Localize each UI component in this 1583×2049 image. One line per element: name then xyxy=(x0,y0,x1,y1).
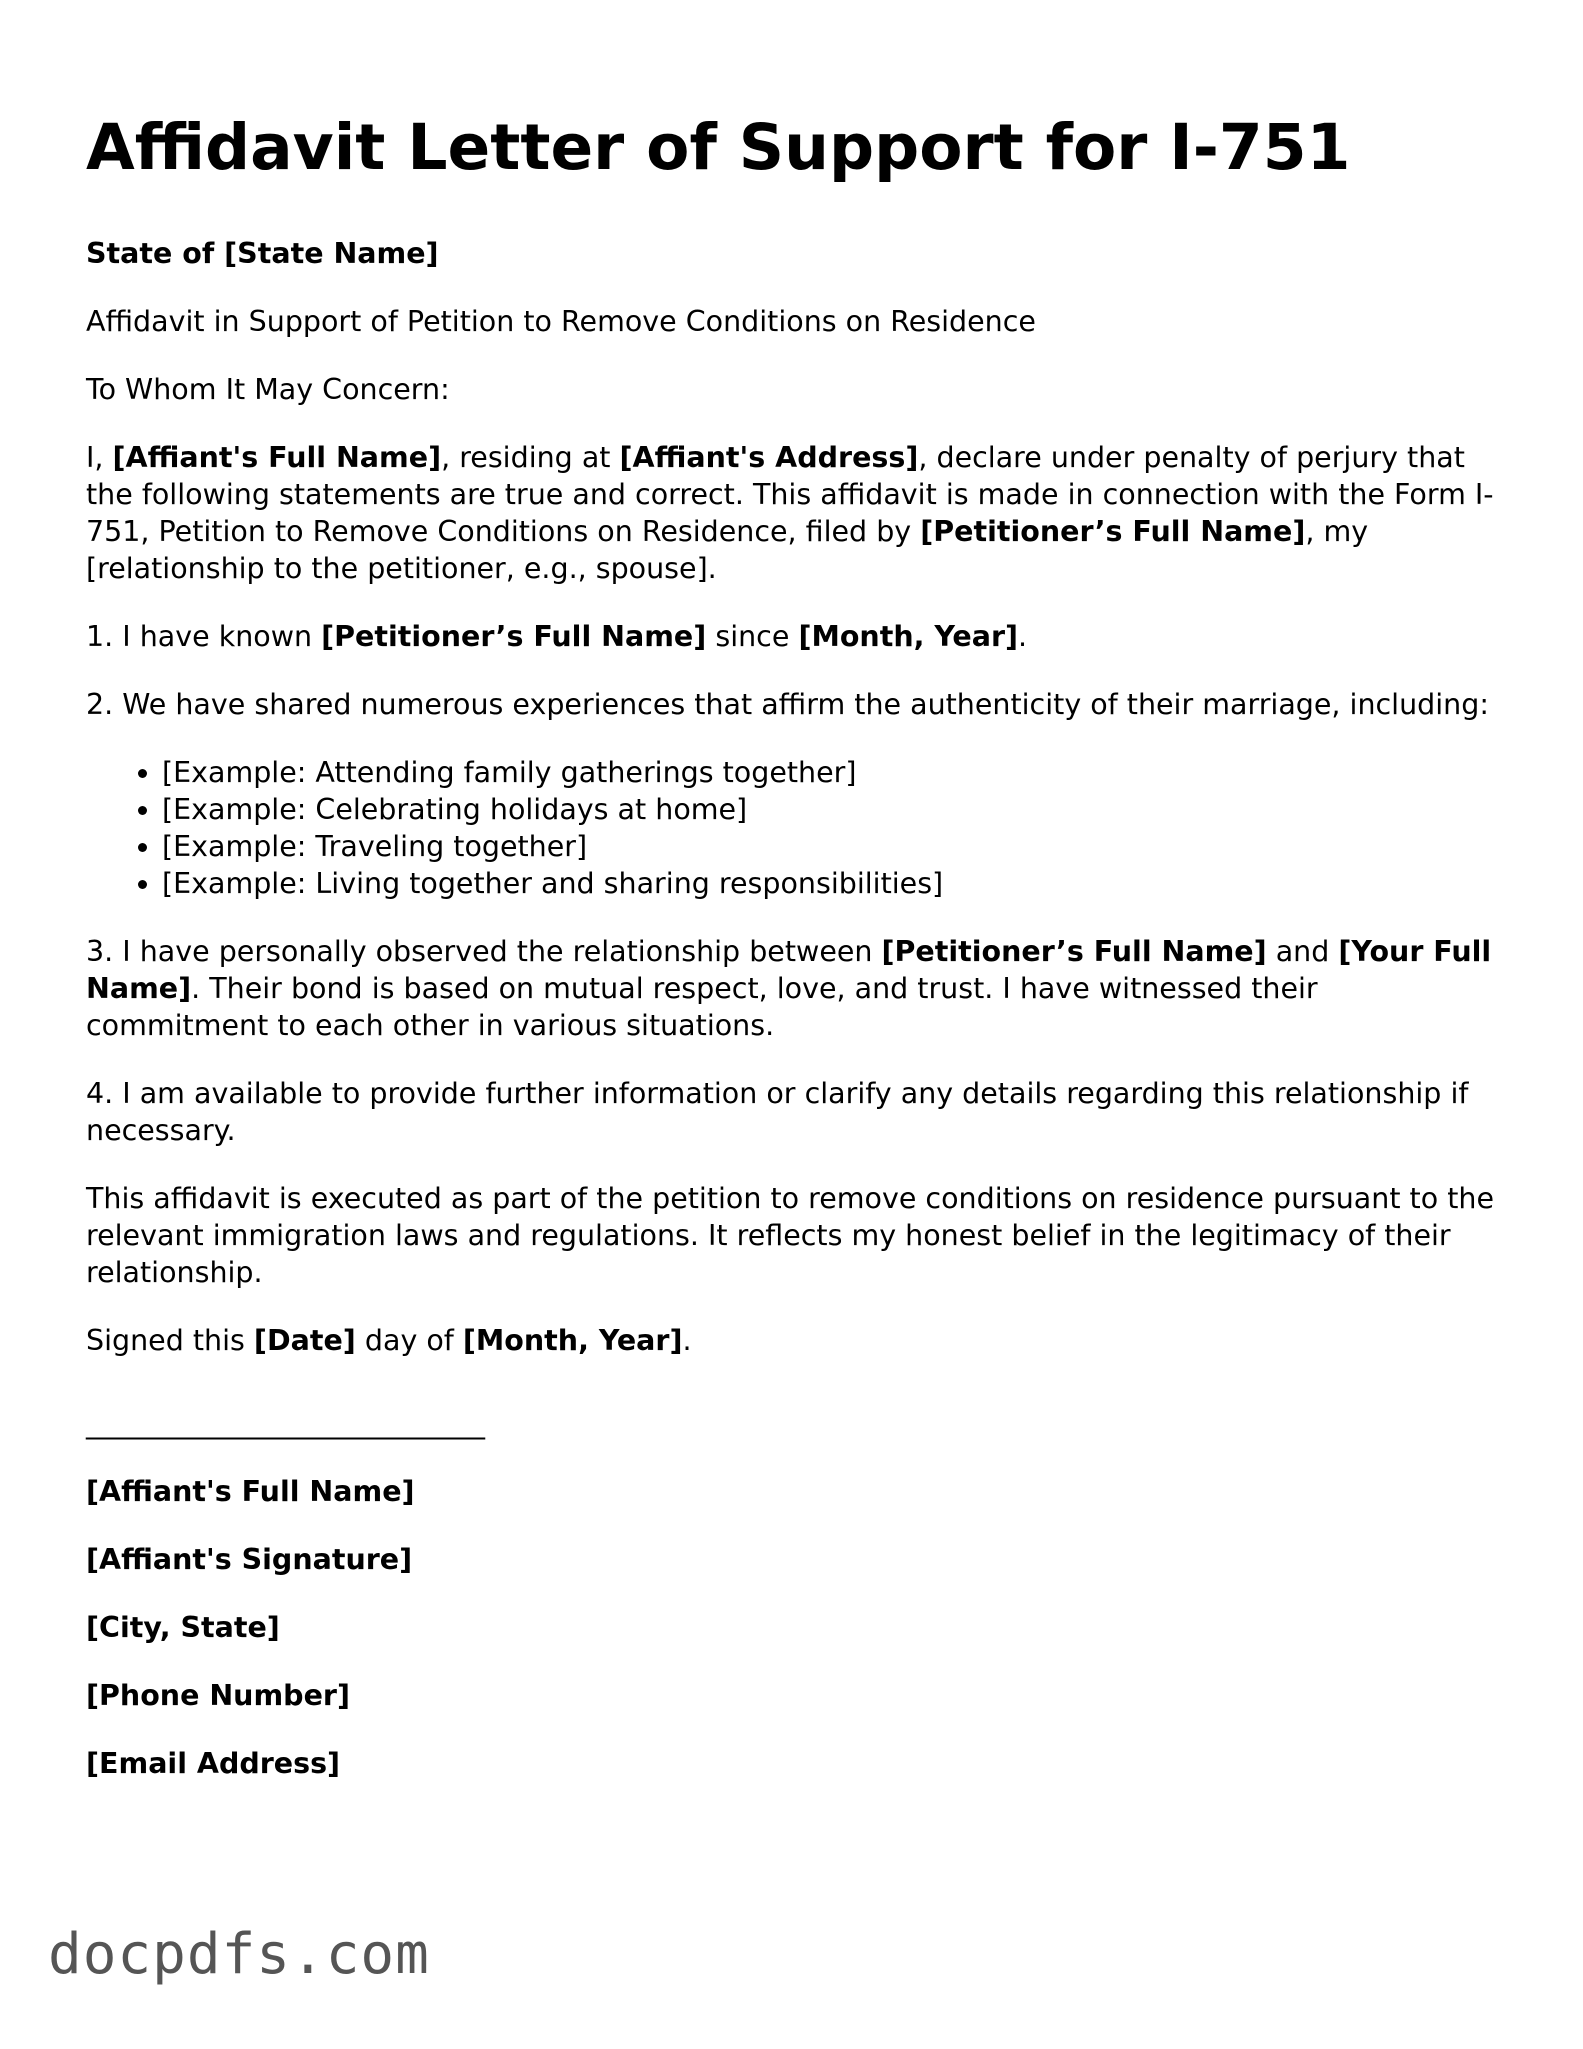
salutation: To Whom It May Concern: xyxy=(86,373,450,406)
signed-line xyxy=(86,1322,1496,1359)
signature-affiant-signature xyxy=(86,1541,1496,1578)
signed-month-year: [Month, Year] xyxy=(462,1324,683,1357)
statement-1-text-1: 1. I have known xyxy=(86,620,322,653)
affiant-address-placeholder: [Affiant's Address] xyxy=(619,441,919,474)
signature-line: ____________________________ xyxy=(86,1407,485,1440)
signature-email-text: [Email Address] xyxy=(86,1747,341,1780)
list-item: • [Example: Attending family gatherings together] xyxy=(162,754,1496,791)
list-item: • [Example: Traveling together] xyxy=(162,828,1496,865)
petitioner-name-placeholder: [Petitioner’s Full Name] xyxy=(920,515,1306,548)
list-item: • [Example: Celebrating holidays at home] xyxy=(162,791,1496,828)
statement-3 xyxy=(86,933,1496,1044)
closing-paragraph: This affidavit is executed as part of the petition to remove conditions on residence pursuant to the relevant immigration laws and regulations. It reflects my honest belief in the legitimacy of their relationship. xyxy=(86,1182,1494,1289)
signature-affiant-name xyxy=(86,1473,1496,1510)
watermark-logo: docpdfs.com xyxy=(48,1922,430,1987)
intro-text-1: I, xyxy=(86,441,113,474)
statement-3-text-3: . Their bond is based on mutual respect, love, and trust. I have witnessed their commitment to each other in various situations. xyxy=(86,972,1318,1042)
statement-3-text-2: and xyxy=(1266,935,1339,968)
subtitle: Affidavit in Support of Petition to Remove Conditions on Residence xyxy=(86,305,1036,338)
statement-3-your-name: [Your Full Name] xyxy=(86,935,1492,1005)
statement-1 xyxy=(86,618,1496,655)
signature-city-state xyxy=(86,1609,1496,1646)
statement-1-text-3: . xyxy=(1018,620,1028,653)
signature-city-state-text: [City, State] xyxy=(86,1611,280,1644)
statement-3-petitioner: [Petitioner’s Full Name] xyxy=(881,935,1267,968)
statement-1-date: [Month, Year] xyxy=(798,620,1019,653)
document-title: Affidavit Letter of Support for I-751 xyxy=(86,111,1351,184)
statement-3-text-1: 3. I have personally observed the relationship between xyxy=(86,935,882,968)
statement-4: 4. I am available to provide further information or clarify any details regarding this relationship if necessary. xyxy=(86,1077,1469,1147)
intro-paragraph xyxy=(86,439,1496,587)
signature-phone xyxy=(86,1677,1496,1714)
state-heading: State of [State Name] xyxy=(86,237,439,270)
signature-affiant-signature-text: [Affiant's Signature] xyxy=(86,1543,413,1576)
list-item: • [Example: Living together and sharing responsibilities] xyxy=(162,865,1496,902)
statement-1-petitioner: [Petitioner’s Full Name] xyxy=(321,620,707,653)
intro-text-3: , declare under penalty of perjury that the following statements are true and correct. This affidavit is made in connection with the Form I-751, Petition to Remove Conditions on Residence, filed by xyxy=(86,441,1494,548)
affiant-name-placeholder: [Affiant's Full Name] xyxy=(112,441,442,474)
signed-text-2: day of xyxy=(355,1324,463,1357)
intro-text-4: , my [relationship to the petitioner, e.g., spouse]. xyxy=(86,515,1369,585)
signature-phone-text: [Phone Number] xyxy=(86,1679,350,1712)
signed-text-1: Signed this xyxy=(86,1324,254,1357)
signed-date: [Date] xyxy=(253,1324,356,1357)
statement-1-text-2: since xyxy=(706,620,799,653)
signature-email xyxy=(86,1745,1496,1782)
intro-text-2: , residing at xyxy=(441,441,620,474)
signature-affiant-name-text: [Affiant's Full Name] xyxy=(86,1475,415,1508)
signed-text-3: . xyxy=(682,1324,692,1357)
document-page xyxy=(86,105,1496,1813)
statement-2: 2. We have shared numerous experiences that affirm the authenticity of their marriage, including: xyxy=(86,688,1489,721)
examples-list xyxy=(86,754,1496,902)
